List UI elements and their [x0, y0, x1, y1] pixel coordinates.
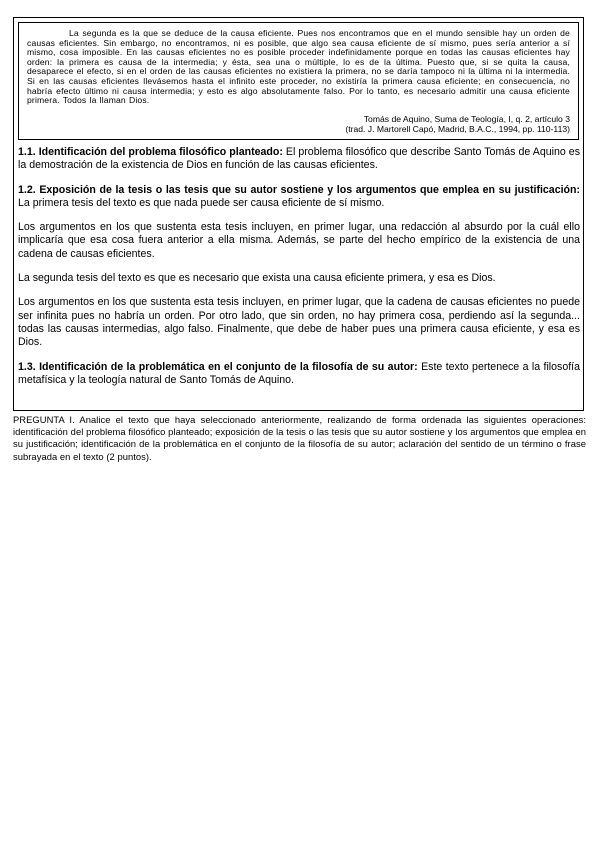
section-1-1 [18, 146, 580, 173]
section-1-3-heading: 1.3. Identificación de la problemática en el conjunto de la filosofía de su autor: [18, 360, 418, 373]
answer-box [13, 17, 584, 411]
paragraph-arguments-2: Los argumentos en los que sustenta esta tesis incluyen, en primer lugar, que la cadena de causas eficientes no puede ser infinita pues no habría un orden. Por otro lado, que sin orden, no hay primera cosa, perdiendo así la segunda... todas las causas intermedias, algo falso. Finalmente, que debe de haber pues una primera causa eficiente, y esa es Dios. [18, 296, 580, 349]
answers [18, 146, 580, 398]
quote-citation [345, 114, 570, 134]
section-1-1-heading: 1.1. Identificación del problema filosófico planteado: [18, 146, 283, 158]
section-1-2-heading: 1.2. Exposición de la tesis o las tesis que su autor sostiene y los argumentos que emplea en su justificación: [18, 183, 580, 196]
citation-line-1: Tomás de Aquino, Suma de Teología, I, q. 2, artículo 3 [363, 114, 570, 124]
quote-box [18, 22, 579, 140]
section-1-3 [18, 361, 580, 388]
section-1-2 [18, 184, 580, 211]
paragraph-thesis-2: La segunda tesis del texto es que es necesario que exista una causa eficiente primera, y esa es Dios. [18, 272, 496, 285]
paragraph-arguments-1: Los argumentos en los que sustenta esta tesis incluyen, en primer lugar, una redacción al absurdo por la cuál ello implicaría que esa cosa fuera anterior a ella misma. Además, se parte del hecho empírico de la existencia de una cadena de causas eficientes. [18, 221, 580, 260]
question-text: PREGUNTA I. Analice el texto que haya seleccionado anteriormente, realizando de forma ordenada las siguientes operaciones: identificación del problema filosófico planteado; exposición de la tesis o las tesis que su autor sostiene y los argumentos que emplea en su justificación; identificación de la problemática en el conjunto de la filosofía de su autor; aclaración del sentido de un término o frase subrayada en el texto (2 puntos). [13, 414, 586, 462]
quote-text: La segunda es la que se deduce de la causa eficiente. Pues nos encontramos que en el mundo sensible hay un orden de causas eficientes. Sin embargo, no encontramos, ni es posible, que algo sea causa eficiente de sí mismo, pues sería anterior a sí mismo, cosa imposible. En las causas eficientes no es posible proceder indefinidamente porque en todas las causas eficientes hay orden: la primera es causa de la intermedia; y ésta, sea una o múltiple, lo es de la última. Puesto que, si se quita la causa, desaparece el efecto, si en el orden de las causas eficientes no existiera la primera, no se daría tampoco ni la última ni la intermedia. Si en las causas eficientes llevásemos hasta el infinito este proceder, no existiría la primera causa eficiente; en consecuencia, no habría efecto último ni causa intermedia; y esto es algo absolutamente falso. Por lo tanto, es necesario admitir una causa eficiente primera. Todos la llaman Dios. [27, 28, 570, 106]
section-1-3-text: Este texto pertenece a la filosofía metafísica y la teología natural de Santo Tomás de Aquino. [18, 360, 581, 386]
section-1-2-text: La primera tesis del texto es que nada puede ser causa eficiente de sí mismo. [18, 196, 385, 209]
section-1-1-text: El problema filosófico que describe Santo Tomás de Aquino es la demostración de la existencia de Dios en función de las causas eficientes. [18, 146, 580, 172]
citation-line-2: (trad. J. Martorell Capó, Madrid, B.A.C., 1994, pp. 110-113) [345, 124, 570, 134]
